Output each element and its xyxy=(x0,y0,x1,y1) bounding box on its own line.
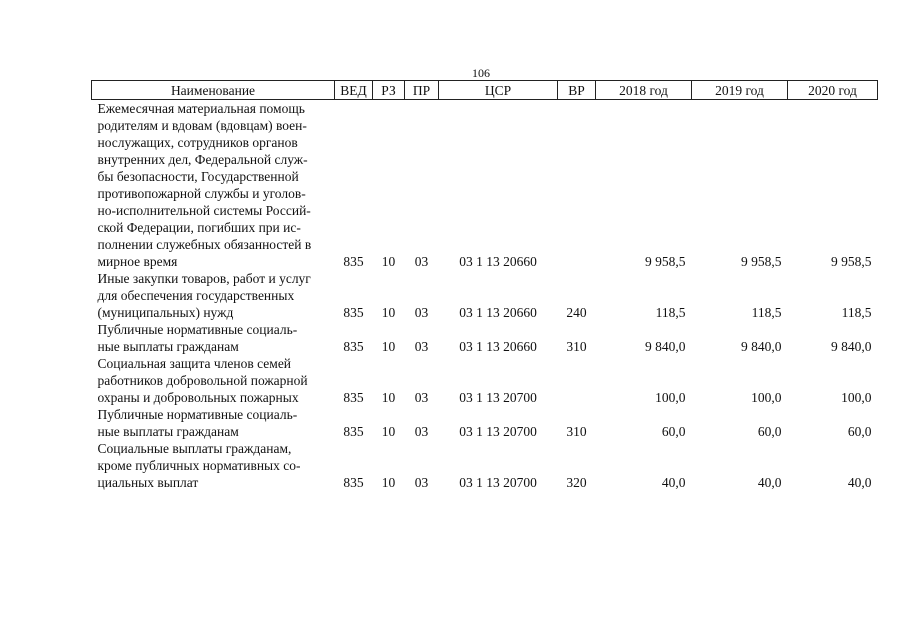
row-name-line: охраны и добровольных пожарных xyxy=(97,390,299,405)
row-name-line: кроме публичных нормативных со- xyxy=(97,458,301,473)
cell-ved: 835 xyxy=(343,254,364,269)
cell-2020: 9 840,0 xyxy=(831,339,872,354)
row-name xyxy=(92,440,335,491)
cell-csr: 03 1 13 20660 xyxy=(459,339,537,354)
row-name-line: полнении служебных обязанностей в xyxy=(97,237,312,252)
cell-rz: 10 xyxy=(381,339,396,354)
row-name-line: для обеспечения государственных xyxy=(97,288,295,303)
cell-2018: 40,0 xyxy=(661,475,686,490)
cell-2020: 118,5 xyxy=(841,305,872,320)
header-pr: ПР xyxy=(405,81,439,100)
row-name xyxy=(92,100,335,271)
row-name xyxy=(92,270,335,321)
cell-2020: 60,0 xyxy=(847,424,872,439)
cell-rz: 10 xyxy=(381,305,396,320)
cell-2018: 60,0 xyxy=(661,424,686,439)
row-name-line: бы безопасности, Государственной xyxy=(97,169,299,184)
cell-pr: 03 xyxy=(414,424,429,439)
row-name-line: циальных выплат xyxy=(97,475,199,490)
table-row xyxy=(92,270,878,321)
table-header-row xyxy=(92,81,878,100)
cell-rz: 10 xyxy=(381,390,396,405)
row-name-line: Публичные нормативные социаль- xyxy=(97,407,298,422)
row-name-line: Социальные выплаты гражданам, xyxy=(97,441,292,456)
cell-2020: 40,0 xyxy=(847,475,872,490)
cell-2020: 100,0 xyxy=(841,390,872,405)
cell-2019: 60,0 xyxy=(757,424,782,439)
row-name-line: (муниципальных) нужд xyxy=(97,305,234,320)
cell-2020: 9 958,5 xyxy=(831,254,872,269)
cell-csr: 03 1 13 20660 xyxy=(459,254,537,269)
cell-2018: 118,5 xyxy=(655,305,686,320)
row-name-line: но-исполнительной системы Россий- xyxy=(97,203,311,218)
cell-vr xyxy=(558,355,596,406)
table-row xyxy=(92,440,878,491)
cell-rz: 10 xyxy=(381,475,396,490)
cell-vr: 240 xyxy=(566,305,587,320)
row-name-line: Ежемесячная материальная помощь xyxy=(97,101,305,116)
cell-2019: 100,0 xyxy=(751,390,782,405)
row-name-line: Публичные нормативные социаль- xyxy=(97,322,298,337)
page-number: 106 xyxy=(472,66,490,80)
cell-csr: 03 1 13 20700 xyxy=(459,475,537,490)
table-row xyxy=(92,100,878,271)
table-row xyxy=(92,406,878,440)
row-name-line: Социальная защита членов семей xyxy=(97,356,292,371)
cell-2018: 9 840,0 xyxy=(645,339,686,354)
cell-rz: 10 xyxy=(381,254,396,269)
row-name-line: противопожарной службы и уголов- xyxy=(97,186,306,201)
cell-2018: 9 958,5 xyxy=(645,254,686,269)
header-vr: ВР xyxy=(558,81,596,100)
cell-vr xyxy=(558,100,596,271)
header-2018: 2018 год xyxy=(596,81,692,100)
cell-2019: 118,5 xyxy=(751,305,782,320)
header-rz: РЗ xyxy=(373,81,405,100)
header-ved: ВЕД xyxy=(335,81,373,100)
cell-2018: 100,0 xyxy=(655,390,686,405)
cell-pr: 03 xyxy=(414,254,429,269)
row-name-line: мирное время xyxy=(97,254,178,269)
cell-2019: 9 958,5 xyxy=(741,254,782,269)
cell-ved: 835 xyxy=(343,424,364,439)
cell-csr: 03 1 13 20660 xyxy=(459,305,537,320)
budget-table xyxy=(91,80,878,491)
cell-vr: 320 xyxy=(566,475,587,490)
cell-2019: 9 840,0 xyxy=(741,339,782,354)
cell-2019: 40,0 xyxy=(757,475,782,490)
row-name-line: родителям и вдовам (вдовцам) воен- xyxy=(97,118,307,133)
cell-vr: 310 xyxy=(566,424,587,439)
row-name-line: Иные закупки товаров, работ и услуг xyxy=(97,271,311,286)
table-row xyxy=(92,355,878,406)
header-2019: 2019 год xyxy=(692,81,788,100)
cell-ved: 835 xyxy=(343,390,364,405)
row-name-line: ные выплаты гражданам xyxy=(97,339,239,354)
header-name: Наименование xyxy=(92,81,335,100)
cell-ved: 835 xyxy=(343,475,364,490)
cell-ved: 835 xyxy=(343,305,364,320)
header-csr: ЦСР xyxy=(439,81,558,100)
cell-ved: 835 xyxy=(343,339,364,354)
cell-csr: 03 1 13 20700 xyxy=(459,390,537,405)
row-name-line: внутренних дел, Федеральной служ- xyxy=(97,152,308,167)
cell-pr: 03 xyxy=(414,339,429,354)
cell-rz: 10 xyxy=(381,424,396,439)
row-name-line: ской Федерации, погибших при ис- xyxy=(97,220,301,235)
row-name xyxy=(92,406,335,440)
table-row xyxy=(92,321,878,355)
cell-pr: 03 xyxy=(414,475,429,490)
row-name xyxy=(92,321,335,355)
row-name-line: ные выплаты гражданам xyxy=(97,424,239,439)
cell-pr: 03 xyxy=(414,305,429,320)
header-2020: 2020 год xyxy=(788,81,878,100)
row-name-line: нослужащих, сотрудников органов xyxy=(97,135,298,150)
row-name xyxy=(92,355,335,406)
cell-csr: 03 1 13 20700 xyxy=(459,424,537,439)
cell-vr: 310 xyxy=(566,339,587,354)
cell-pr: 03 xyxy=(414,390,429,405)
row-name-line: работников добровольной пожарной xyxy=(97,373,308,388)
